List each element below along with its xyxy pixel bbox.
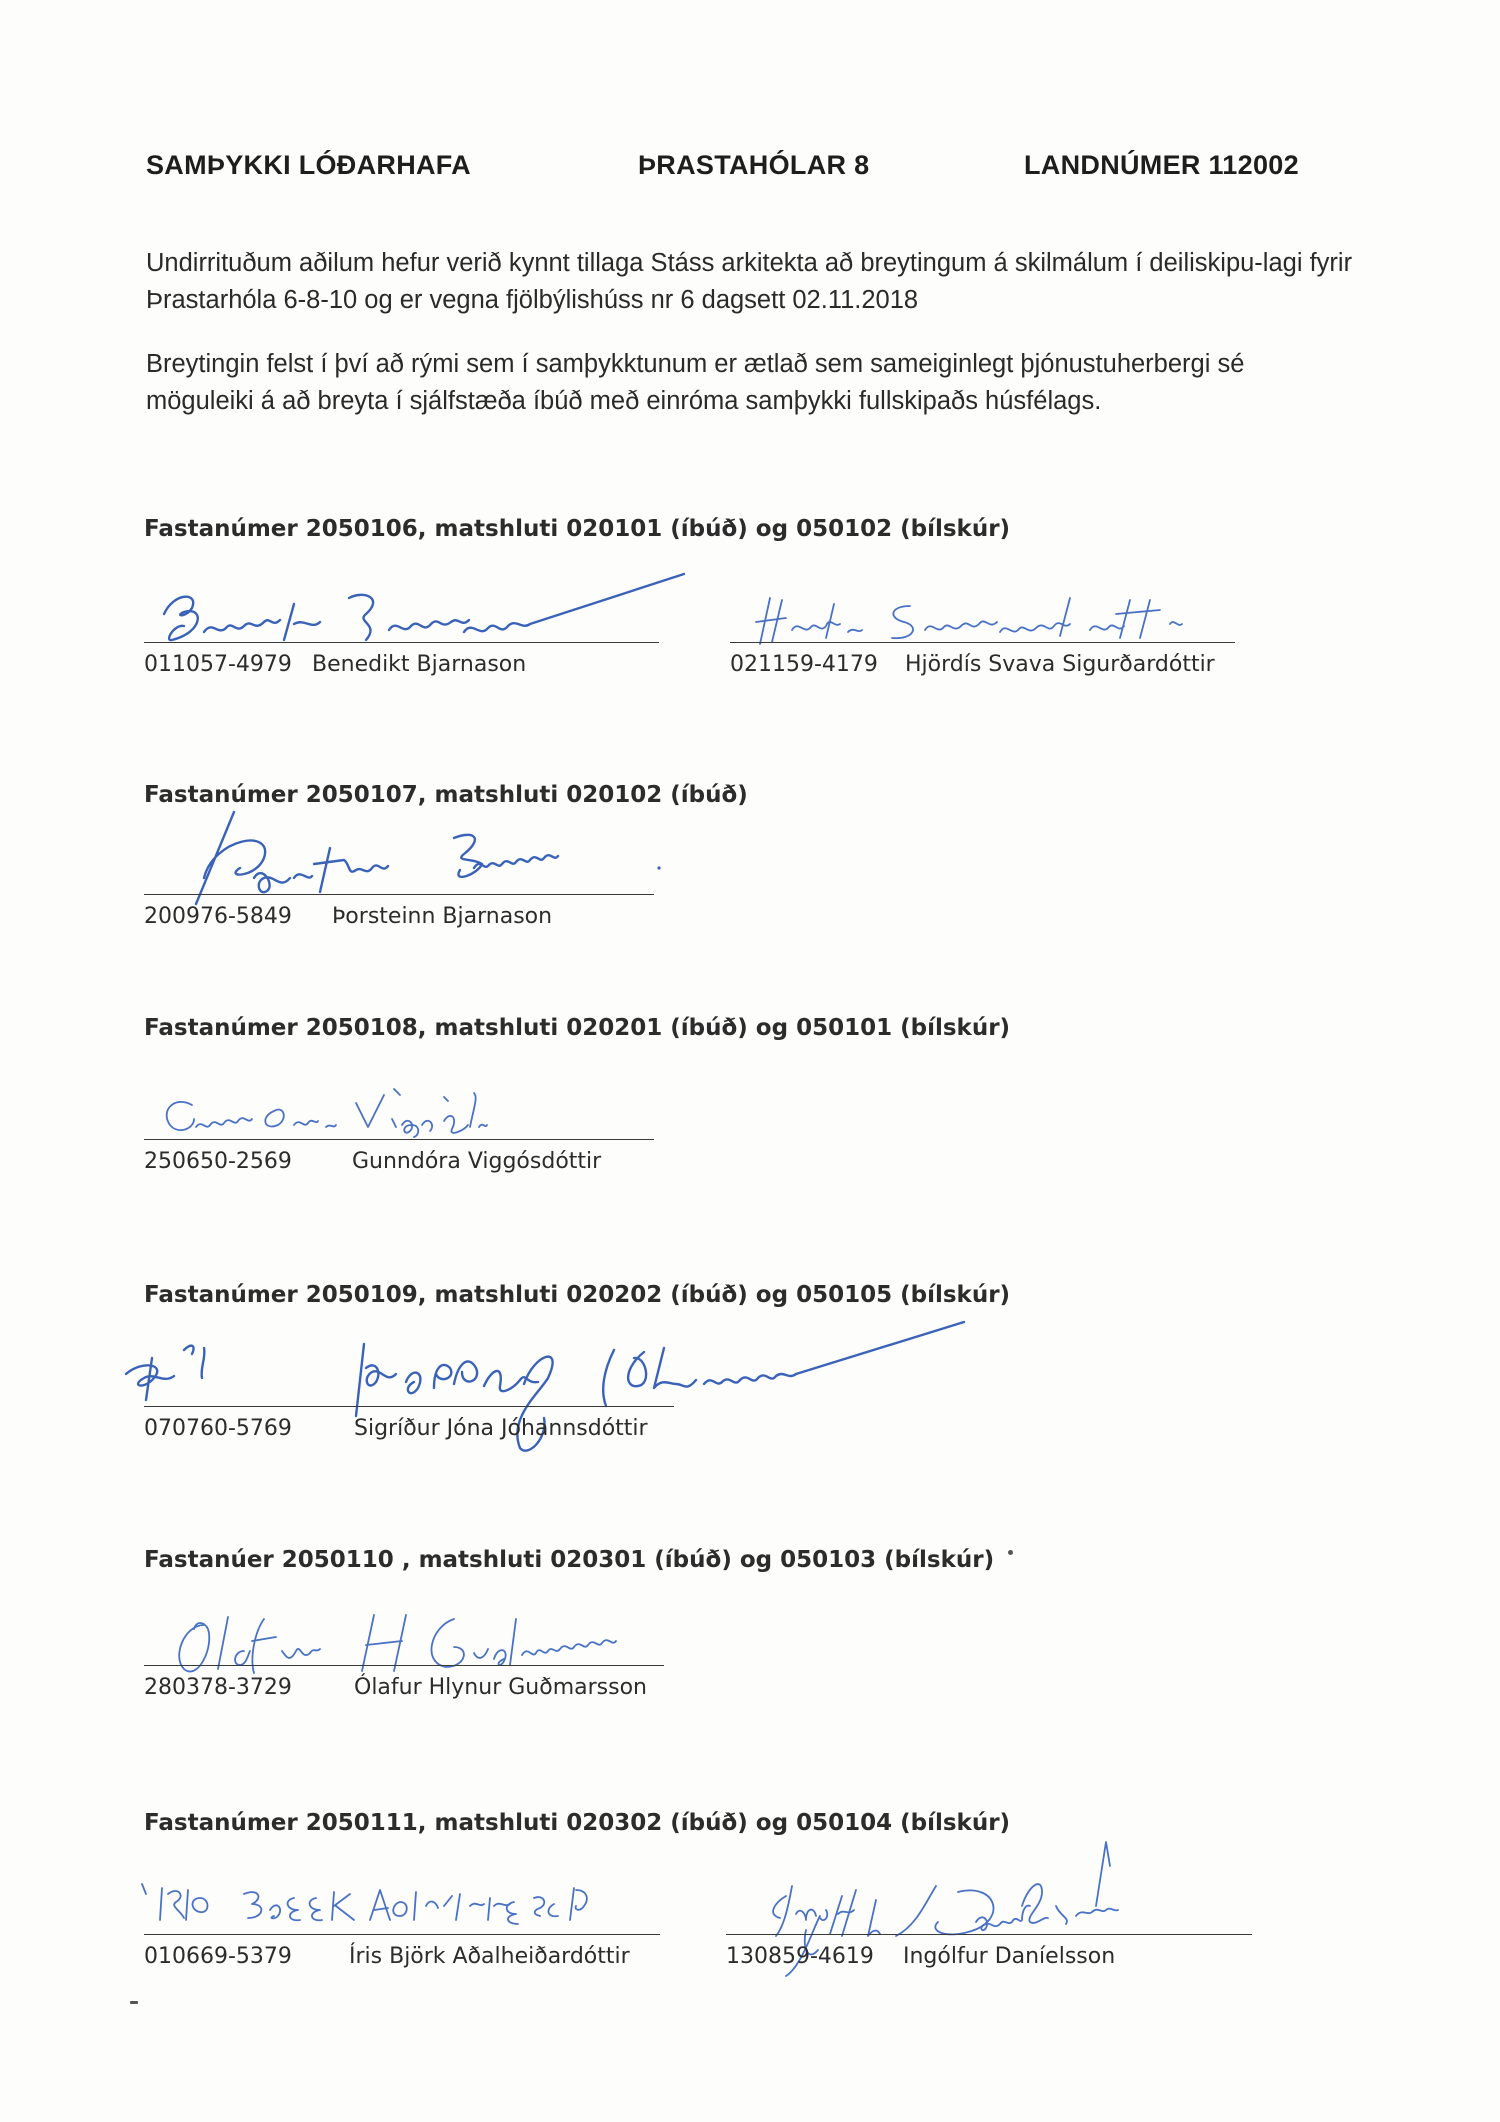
intro-paragraph-1: Undirrituðum aðilum hefur verið kynnt tillaga Stáss arkitekta að breytingum á skilmálum í deiliskipu-lagi fyrir Þrastarhóla 6-8-10 og er vegna fjölbýlishúss nr 6 dagsett 02.11.2018: [146, 249, 1353, 314]
section-title: Fastanúmer 2050111, matshluti 020302 (íbúð) og 050104 (bílskúr): [144, 1810, 1011, 1836]
signer-id: 250650-2569: [144, 1149, 292, 1174]
signer-id: 011057-4979: [144, 652, 292, 677]
signer-name: Íris Björk Aðalheiðardóttir: [349, 1944, 630, 1969]
signer-name: Sigríður Jóna Jóhannsdóttir: [354, 1416, 648, 1441]
signature-line: [144, 642, 659, 643]
section-title: Fastanúmer 2050107, matshluti 020102 (íbúð): [144, 782, 748, 808]
signer-id: 070760-5769: [144, 1416, 292, 1441]
signer-name: Ingólfur Daníelsson: [903, 1944, 1116, 1969]
section-2050107: [0, 782, 1500, 952]
section-title: Fastanúmer 2050109, matshluti 020202 (íbúð) og 050105 (bílskúr): [144, 1282, 1011, 1308]
signer-name: Benedikt Bjarnason: [312, 652, 527, 677]
handwritten-signature-icon: [144, 1081, 664, 1151]
section-2050111: [0, 1810, 1500, 1980]
signer-id: 010669-5379: [144, 1944, 292, 1969]
signature-block: [144, 584, 659, 694]
header-address: ÞRASTAHÓLAR 8: [638, 150, 870, 180]
section-2050110: [0, 1547, 1500, 1717]
signer-name: Ólafur Hlynur Guðmarsson: [354, 1675, 647, 1700]
signature-line: [726, 1934, 1252, 1935]
section-title: Fastanúmer 2050106, matshluti 020101 (íbúð) og 050102 (bílskúr): [144, 516, 1011, 542]
signature-line: [144, 1934, 660, 1935]
signer-name: Gunndóra Viggósdóttir: [352, 1149, 602, 1174]
handwritten-signature-icon: [730, 584, 1235, 654]
scan-speck: [1008, 1550, 1013, 1555]
section-2050109: [0, 1282, 1500, 1452]
signer-id: 130859-4619: [726, 1944, 874, 1969]
signer-name: Hjördís Svava Sigurðardóttir: [905, 652, 1215, 677]
section-2050108: [0, 1015, 1500, 1185]
signature-block: [726, 1876, 1252, 1986]
section-title: Fastanúmer 2050108, matshluti 020201 (íbúð) og 050101 (bílskúr): [144, 1015, 1011, 1041]
header-land-number: LANDNÚMER 112002: [1024, 150, 1299, 180]
document-header: [0, 150, 1500, 190]
signer-name: Þorsteinn Bjarnason: [332, 904, 553, 929]
signature-block: [144, 1081, 654, 1191]
intro-paragraph-2: Breytingin felst í því að rými sem í samþykktunum er ætlað sem sameiginlegt þjónustuherbergi sé möguleiki á að breyta í sjálfstæða íbúð með einróma samþykki fullskipaðs húsfélags.: [146, 350, 1245, 415]
scan-speck: [130, 2001, 138, 2004]
signature-block: [144, 1876, 660, 1986]
signature-line: [144, 1406, 674, 1407]
signature-line: [730, 642, 1235, 643]
signature-block: [144, 1328, 674, 1441]
signature-line: [144, 1665, 664, 1666]
signature-block: [144, 1607, 664, 1717]
signature-line: [144, 894, 654, 895]
header-title: SAMÞYKKI LÓÐARHAFA: [146, 150, 471, 180]
signature-block: [144, 808, 654, 929]
handwritten-signature-icon: [144, 584, 674, 654]
section-2050106: [0, 516, 1500, 686]
handwritten-signature-icon: [144, 1876, 664, 1946]
handwritten-signature-icon: [144, 808, 664, 908]
signer-id: 280378-3729: [144, 1675, 292, 1700]
signer-id: 021159-4179: [730, 652, 878, 677]
signature-line: [144, 1139, 654, 1140]
handwritten-signature-icon: [726, 1876, 1256, 1986]
section-title: Fastanúer 2050110 , matshluti 020301 (íbúð) og 050103 (bílskúr): [144, 1547, 995, 1573]
signature-block: [730, 584, 1235, 694]
signer-id: 200976-5849: [144, 904, 292, 929]
